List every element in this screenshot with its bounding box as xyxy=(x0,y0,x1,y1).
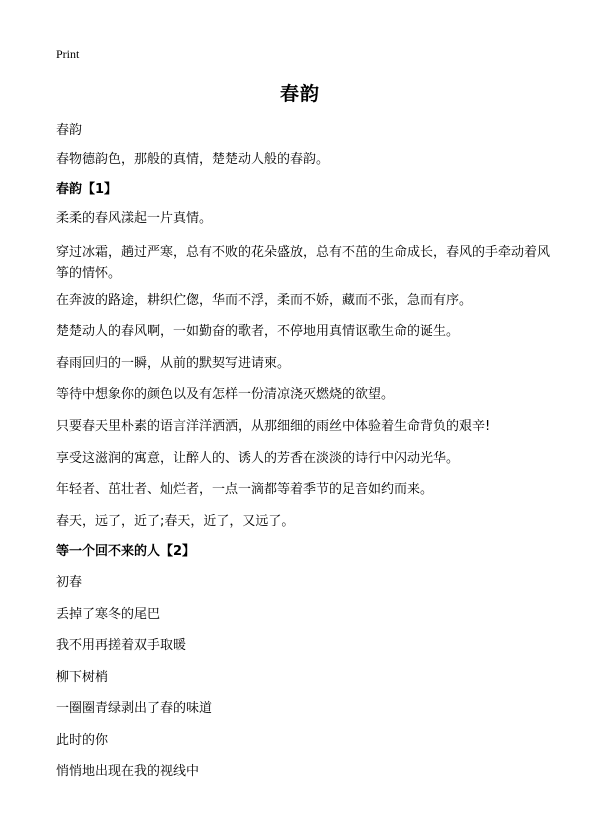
poem-line: 一圈圈青绿剥出了春的味道 xyxy=(56,701,213,716)
paragraph: 春雨回归的一瞬，从前的默契写进请柬。 xyxy=(56,356,291,371)
paragraph: 等待中想象你的颜色以及有怎样一份清凉浇灭燃烧的欲望。 xyxy=(56,387,395,402)
poem-line: 此时的你 xyxy=(56,733,109,748)
print-label: Print xyxy=(56,47,80,61)
intro-line: 春物德韵色，那般的真情，楚楚动人般的春韵。 xyxy=(56,152,330,167)
poem-line: 我不用再搓着双手取暖 xyxy=(56,638,187,653)
paragraph: 享受这滋润的寓意，让醉人的、诱人的芳香在淡淡的诗行中闪动光华。 xyxy=(56,451,460,466)
paragraph: 在奔波的路途，耕织伫偬，华而不浮，柔而不娇，藏而不张，急而有序。 xyxy=(56,293,473,308)
poem-line: 丢掉了寒冬的尾巴 xyxy=(56,607,161,622)
paragraph: 只要春天里朴素的语言洋洋洒洒，从那细细的雨丝中体验着生命背负的艰辛! xyxy=(56,419,491,434)
poem-line: 悄悄地出现在我的视线中 xyxy=(56,764,200,779)
paragraph: 柔柔的春风漾起一片真情。 xyxy=(56,211,213,226)
paragraph: 年轻者、茁壮者、灿烂者，一点一滴都等着季节的足音如约而来。 xyxy=(56,482,434,497)
poem-line: 初春 xyxy=(56,575,83,590)
paragraph: 春天，远了，近了;春天，近了，又远了。 xyxy=(56,514,295,529)
intro-subtitle: 春韵 xyxy=(56,123,83,138)
section-heading: 春韵【1】 xyxy=(56,182,118,197)
document-title: 春韵 xyxy=(279,83,320,105)
poem-line: 柳下树梢 xyxy=(56,670,109,685)
paragraph: 穿过冰霜，趟过严寒，总有不败的花朵盛放，总有不茁的生命成长，春风的手牵动着风筝的情怀。 xyxy=(56,245,551,281)
paragraph: 楚楚动人的春风啊，一如勤奋的歌者，不停地用真情讴歌生命的诞生。 xyxy=(56,324,460,339)
section-heading: 等一个回不来的人【2】 xyxy=(56,544,196,559)
